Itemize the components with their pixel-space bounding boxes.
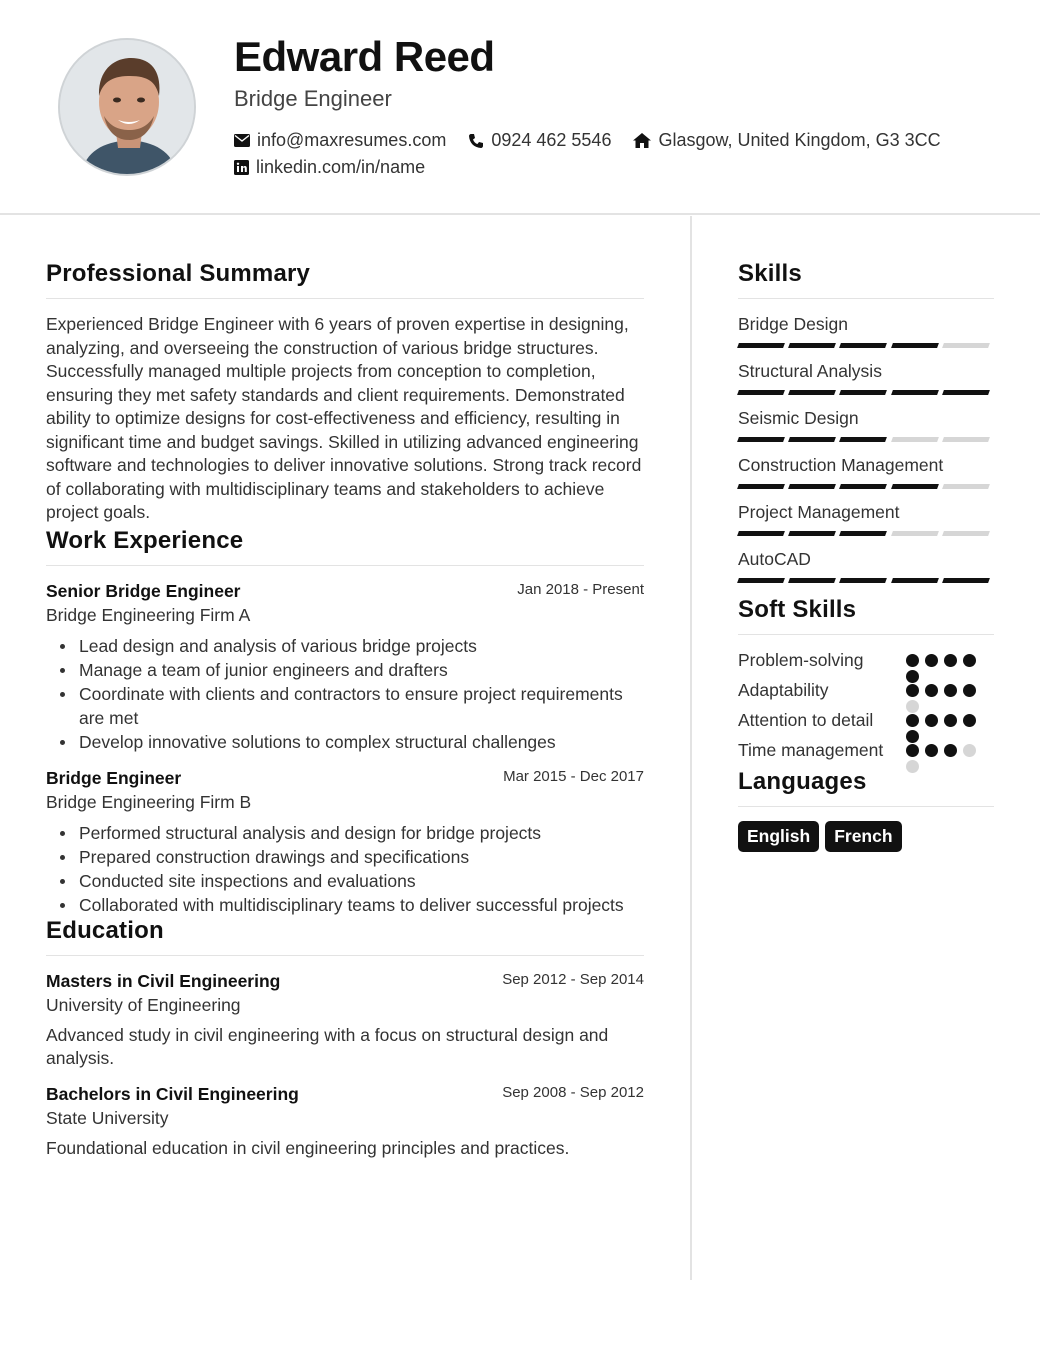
skill-item bbox=[738, 502, 994, 536]
skill-name: Bridge Design bbox=[738, 314, 848, 334]
contact-row-secondary bbox=[234, 157, 447, 178]
phone-icon bbox=[468, 133, 484, 149]
summary-section bbox=[46, 260, 644, 525]
skills-section bbox=[738, 260, 994, 583]
skills-heading: Skills bbox=[738, 260, 802, 287]
skill-level-segment bbox=[891, 343, 939, 348]
contact-phone[interactable] bbox=[468, 130, 611, 151]
soft-skill-name: Adaptability bbox=[738, 680, 829, 700]
soft-skill-name: Time management bbox=[738, 740, 884, 760]
rating-dot bbox=[925, 654, 938, 667]
skill-level-segment bbox=[839, 390, 887, 395]
rating-dot bbox=[906, 760, 919, 773]
envelope-icon bbox=[234, 134, 250, 147]
skill-level-segment bbox=[839, 578, 887, 583]
rating-dot bbox=[963, 684, 976, 697]
skill-level-segment bbox=[839, 484, 887, 489]
skill-name: Seismic Design bbox=[738, 408, 859, 428]
bullet-item: Develop innovative solutions to complex structural challenges bbox=[46, 730, 644, 754]
section-rule bbox=[46, 955, 644, 956]
rating-dot bbox=[963, 654, 976, 667]
section-rule bbox=[738, 634, 994, 635]
summary-text: Experienced Bridge Engineer with 6 years of proven expertise in designing, analyzing, and overseeing the construction of various bridge structures. Successfully managed multiple projects from conception to completion, ensuring they met safety standards and client requirements. Demonstrated ability to optimize designs for cost-effectiveness and efficiency, resulting in significant time and budget savings. Skilled in utilizing advanced engineering software and technologies to deliver innovative solutions. Strong track record of collaborating with multidisciplinary teams and stakeholders to achieve project goals. bbox=[46, 314, 642, 522]
main-column bbox=[46, 216, 644, 1160]
skill-level-segment bbox=[737, 531, 785, 536]
skill-name: Structural Analysis bbox=[738, 361, 882, 381]
skill-level-bar bbox=[738, 578, 994, 583]
contact-location bbox=[633, 130, 940, 151]
soft-skill-rating bbox=[906, 744, 986, 776]
skill-level-bar bbox=[738, 343, 994, 348]
soft-skills-section bbox=[738, 596, 994, 762]
skill-level-segment bbox=[788, 484, 836, 489]
skill-level-segment bbox=[942, 390, 990, 395]
skill-name: AutoCAD bbox=[738, 549, 811, 569]
experience-section bbox=[46, 527, 644, 917]
soft-skill-item bbox=[738, 678, 994, 702]
bullet-item: Lead design and analysis of various bridge projects bbox=[46, 634, 644, 658]
rating-dot bbox=[906, 684, 919, 697]
skill-level-segment bbox=[788, 578, 836, 583]
rating-dot bbox=[925, 684, 938, 697]
rating-dot bbox=[963, 744, 976, 757]
education-dates: Sep 2008 - Sep 2012 bbox=[502, 1083, 644, 1101]
location-text: Glasgow, United Kingdom, G3 3CC bbox=[658, 130, 941, 150]
degree-title: Bachelors in Civil Engineering bbox=[46, 1083, 299, 1104]
soft-skills-list bbox=[738, 648, 994, 762]
rating-dot bbox=[906, 714, 919, 727]
home-icon bbox=[633, 133, 651, 148]
candidate-name: Edward Reed bbox=[234, 33, 495, 80]
skill-name: Project Management bbox=[738, 502, 900, 522]
candidate-title: Bridge Engineer bbox=[234, 86, 392, 111]
education-description: Foundational education in civil engineering principles and practices. bbox=[46, 1137, 570, 1158]
linkedin-text: linkedin.com/in/name bbox=[256, 157, 426, 177]
education-heading: Education bbox=[46, 916, 164, 944]
school-name: University of Engineering bbox=[46, 994, 241, 1015]
contact-linkedin[interactable] bbox=[234, 157, 425, 178]
skill-level-bar bbox=[738, 531, 994, 536]
section-rule bbox=[46, 298, 644, 299]
job-title: Bridge Engineer bbox=[46, 767, 182, 788]
bullet-item: Collaborated with multidisciplinary teams to deliver successful projects bbox=[46, 893, 644, 917]
skill-level-segment bbox=[788, 343, 836, 348]
skill-level-segment bbox=[942, 343, 990, 348]
skill-level-segment bbox=[737, 390, 785, 395]
skill-item bbox=[738, 549, 994, 583]
education-section bbox=[46, 917, 644, 1161]
job-title: Senior Bridge Engineer bbox=[46, 580, 241, 601]
resume-header bbox=[0, 0, 1040, 215]
skill-level-segment bbox=[788, 390, 836, 395]
languages-section bbox=[738, 768, 994, 852]
education-entry bbox=[46, 1084, 644, 1161]
bullet-item: Conducted site inspections and evaluations bbox=[46, 869, 644, 893]
profile-photo-illustration bbox=[60, 40, 196, 176]
profile-photo bbox=[58, 38, 196, 176]
skill-level-segment bbox=[891, 484, 939, 489]
skill-name: Construction Management bbox=[738, 455, 944, 475]
skills-list bbox=[738, 314, 994, 583]
experience-heading: Work Experience bbox=[46, 526, 244, 554]
email-text: info@maxresumes.com bbox=[257, 130, 447, 150]
section-rule bbox=[738, 806, 994, 807]
skill-item bbox=[738, 314, 994, 348]
job-entry bbox=[46, 581, 644, 754]
language-chip: English bbox=[738, 821, 819, 852]
linkedin-icon bbox=[234, 160, 249, 175]
section-rule bbox=[738, 298, 994, 299]
rating-dot bbox=[963, 714, 976, 727]
skill-level-segment bbox=[942, 578, 990, 583]
section-rule bbox=[46, 565, 644, 566]
education-dates: Sep 2012 - Sep 2014 bbox=[502, 970, 644, 988]
contact-email[interactable] bbox=[234, 130, 446, 151]
skill-level-segment bbox=[942, 437, 990, 442]
rating-dot bbox=[925, 744, 938, 757]
soft-skill-name: Attention to detail bbox=[738, 710, 874, 730]
skill-level-segment bbox=[788, 531, 836, 536]
rating-dot bbox=[944, 744, 957, 757]
skill-level-segment bbox=[891, 390, 939, 395]
rating-dot bbox=[944, 654, 957, 667]
column-divider bbox=[690, 216, 692, 1280]
bullet-item: Manage a team of junior engineers and drafters bbox=[46, 658, 644, 682]
languages-heading: Languages bbox=[738, 768, 867, 795]
job-bullets bbox=[46, 821, 644, 917]
sidebar-column bbox=[738, 216, 994, 852]
soft-skill-item bbox=[738, 738, 994, 762]
skill-level-segment bbox=[737, 484, 785, 489]
soft-skill-item bbox=[738, 648, 994, 672]
skill-item bbox=[738, 408, 994, 442]
degree-title: Masters in Civil Engineering bbox=[46, 970, 281, 991]
skill-level-segment bbox=[788, 437, 836, 442]
rating-dot bbox=[906, 744, 919, 757]
bullet-item: Performed structural analysis and design for bridge projects bbox=[46, 821, 644, 845]
skill-level-segment bbox=[737, 343, 785, 348]
job-bullets bbox=[46, 634, 644, 754]
soft-skill-name: Problem-solving bbox=[738, 650, 864, 670]
skill-item bbox=[738, 455, 994, 489]
school-name: State University bbox=[46, 1107, 169, 1128]
skill-level-segment bbox=[942, 531, 990, 536]
rating-dot bbox=[944, 714, 957, 727]
phone-text: 0924 462 5546 bbox=[491, 130, 612, 150]
soft-skill-item bbox=[738, 708, 994, 732]
job-company: Bridge Engineering Firm A bbox=[46, 604, 251, 625]
rating-dot bbox=[944, 684, 957, 697]
skill-level-segment bbox=[891, 531, 939, 536]
language-chip: French bbox=[825, 821, 901, 852]
skill-level-segment bbox=[891, 578, 939, 583]
skill-level-segment bbox=[737, 437, 785, 442]
job-company: Bridge Engineering Firm B bbox=[46, 791, 252, 812]
contact-row-primary bbox=[234, 130, 963, 151]
job-entry bbox=[46, 768, 644, 917]
skill-level-segment bbox=[839, 531, 887, 536]
summary-heading: Professional Summary bbox=[46, 260, 311, 287]
soft-skills-heading: Soft Skills bbox=[738, 596, 857, 623]
skill-level-bar bbox=[738, 437, 994, 442]
bullet-item: Coordinate with clients and contractors to ensure project requirements are met bbox=[46, 682, 644, 730]
skill-level-segment bbox=[839, 437, 887, 442]
skill-level-segment bbox=[839, 343, 887, 348]
education-description: Advanced study in civil engineering with a focus on structural design and analysis. bbox=[46, 1024, 609, 1068]
skill-level-segment bbox=[737, 578, 785, 583]
bullet-item: Prepared construction drawings and specifications bbox=[46, 845, 644, 869]
skill-level-segment bbox=[891, 437, 939, 442]
rating-dot bbox=[906, 654, 919, 667]
skill-level-bar bbox=[738, 484, 994, 489]
skill-level-segment bbox=[942, 484, 990, 489]
languages-list bbox=[738, 821, 994, 852]
skill-level-bar bbox=[738, 390, 994, 395]
job-dates: Mar 2015 - Dec 2017 bbox=[503, 767, 644, 785]
job-dates: Jan 2018 - Present bbox=[517, 580, 644, 598]
education-entry bbox=[46, 971, 644, 1071]
skill-item bbox=[738, 361, 994, 395]
rating-dot bbox=[925, 714, 938, 727]
